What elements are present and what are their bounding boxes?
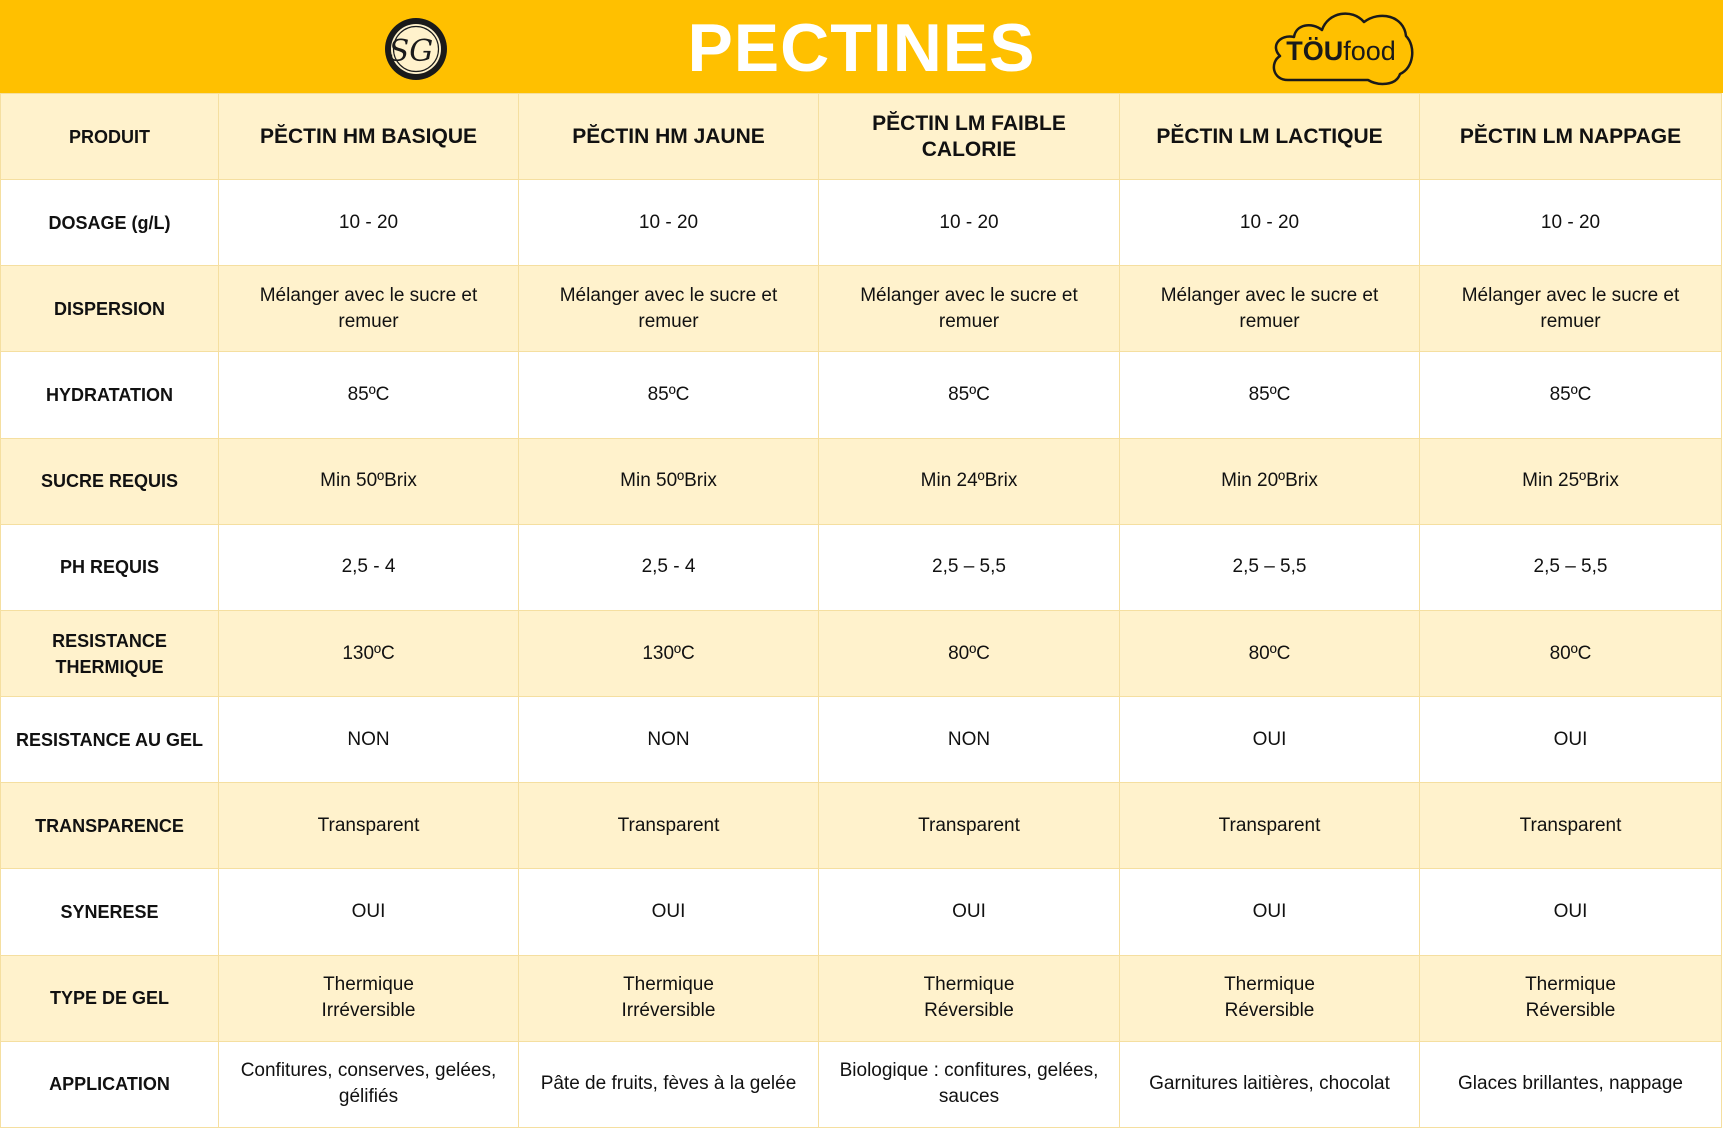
header-cell-hm-basique: PĔCTIN HM BASIQUE <box>219 94 519 180</box>
table-cell: OUI <box>519 869 819 955</box>
table-cell: Garnitures laitières, chocolat <box>1120 1041 1420 1127</box>
table-cell: OUI <box>1420 869 1722 955</box>
table-cell: Min 50ºBrix <box>519 438 819 524</box>
table-row-resistance-thermique <box>1 610 1722 696</box>
svg-text:SG: SG <box>388 34 434 69</box>
table-cell: Pâte de fruits, fèves à la gelée <box>519 1041 819 1127</box>
toufood-logo-icon <box>1268 6 1414 88</box>
table-cell: 10 - 20 <box>819 180 1120 266</box>
table-cell: OUI <box>819 869 1120 955</box>
table-row-transparence <box>1 783 1722 869</box>
table-cell: 85ºC <box>519 352 819 438</box>
pectin-table <box>0 93 1722 1128</box>
header-cell-lm-nappage: PĔCTIN LM NAPPAGE <box>1420 94 1722 180</box>
table-cell: OUI <box>1120 869 1420 955</box>
row-label: TRANSPARENCE <box>1 783 219 869</box>
row-label: RESISTANCE AU GEL <box>1 697 219 783</box>
table-cell: 2,5 - 4 <box>219 524 519 610</box>
table-cell: Mélanger avec le sucre et remuer <box>1420 266 1722 352</box>
table-cell: Mélanger avec le sucre et remuer <box>1120 266 1420 352</box>
header-cell-produit: PRODUIT <box>1 94 219 180</box>
table-cell: NON <box>219 697 519 783</box>
table-cell: Glaces brillantes, nappage <box>1420 1041 1722 1127</box>
table-cell: 80ºC <box>1420 610 1722 696</box>
row-label: PH REQUIS <box>1 524 219 610</box>
table-cell: NON <box>819 697 1120 783</box>
table-cell: Mélanger avec le sucre et remuer <box>219 266 519 352</box>
svg-text:TÖUfood: TÖUfood <box>1286 36 1396 66</box>
table-row-resistance-au-gel <box>1 697 1722 783</box>
table-cell: 10 - 20 <box>219 180 519 266</box>
table-cell: Min 20ºBrix <box>1120 438 1420 524</box>
table-cell: 130ºC <box>219 610 519 696</box>
table-row-application <box>1 1041 1722 1127</box>
table-cell: 10 - 20 <box>1420 180 1722 266</box>
table-cell: Min 24ºBrix <box>819 438 1120 524</box>
table-row-dispersion <box>1 266 1722 352</box>
table-row-type-de-gel <box>1 955 1722 1041</box>
table-cell: Min 50ºBrix <box>219 438 519 524</box>
row-label: APPLICATION <box>1 1041 219 1127</box>
table-cell: Thermique Irréversible <box>219 955 519 1041</box>
table-header-row <box>1 94 1722 180</box>
table-cell: Transparent <box>819 783 1120 869</box>
row-label: HYDRATATION <box>1 352 219 438</box>
row-label: TYPE DE GEL <box>1 955 219 1041</box>
row-label: SUCRE REQUIS <box>1 438 219 524</box>
table-cell: OUI <box>1420 697 1722 783</box>
table-cell: 2,5 – 5,5 <box>819 524 1120 610</box>
header-cell-lm-lactique: PĔCTIN LM LACTIQUE <box>1120 94 1420 180</box>
table-row-dosage <box>1 180 1722 266</box>
row-label: RESISTANCE THERMIQUE <box>1 610 219 696</box>
table-cell: Confitures, conserves, gelées, gélifiés <box>219 1041 519 1127</box>
table-cell: Thermique Réversible <box>1420 955 1722 1041</box>
table-row-synerese <box>1 869 1722 955</box>
table-cell: 2,5 - 4 <box>519 524 819 610</box>
table-cell: Min 25ºBrix <box>1420 438 1722 524</box>
row-label: SYNERESE <box>1 869 219 955</box>
table-cell: 85ºC <box>819 352 1120 438</box>
table-row-sucre-requis <box>1 438 1722 524</box>
table-row-ph-requis <box>1 524 1722 610</box>
table-cell: 2,5 – 5,5 <box>1420 524 1722 610</box>
table-cell: Thermique Réversible <box>1120 955 1420 1041</box>
row-label: DISPERSION <box>1 266 219 352</box>
table-cell: Thermique Irréversible <box>519 955 819 1041</box>
table-cell: 130ºC <box>519 610 819 696</box>
sg-logo-icon <box>383 16 449 82</box>
table-cell: Transparent <box>1120 783 1420 869</box>
header-cell-lm-faible-calorie: PĔCTIN LM FAIBLE CALORIE <box>819 94 1120 180</box>
table-cell: Biologique : confitures, gelées, sauces <box>819 1041 1120 1127</box>
table-cell: 80ºC <box>819 610 1120 696</box>
table-cell: 85ºC <box>219 352 519 438</box>
table-cell: OUI <box>219 869 519 955</box>
table-cell: 80ºC <box>1120 610 1420 696</box>
table-cell: Mélanger avec le sucre et remuer <box>819 266 1120 352</box>
page-title: PECTINES <box>687 10 1036 86</box>
table-cell: Transparent <box>519 783 819 869</box>
table-cell: Transparent <box>1420 783 1722 869</box>
table-row-hydratation <box>1 352 1722 438</box>
header-cell-hm-jaune: PĔCTIN HM JAUNE <box>519 94 819 180</box>
row-label: DOSAGE (g/L) <box>1 180 219 266</box>
table-cell: OUI <box>1120 697 1420 783</box>
table-cell: Transparent <box>219 783 519 869</box>
table-cell: NON <box>519 697 819 783</box>
table-cell: Mélanger avec le sucre et remuer <box>519 266 819 352</box>
table-cell: 10 - 20 <box>1120 180 1420 266</box>
table-cell: 10 - 20 <box>519 180 819 266</box>
table-cell: 85ºC <box>1120 352 1420 438</box>
table-cell: 2,5 – 5,5 <box>1120 524 1420 610</box>
table-cell: 85ºC <box>1420 352 1722 438</box>
table-cell: Thermique Réversible <box>819 955 1120 1041</box>
